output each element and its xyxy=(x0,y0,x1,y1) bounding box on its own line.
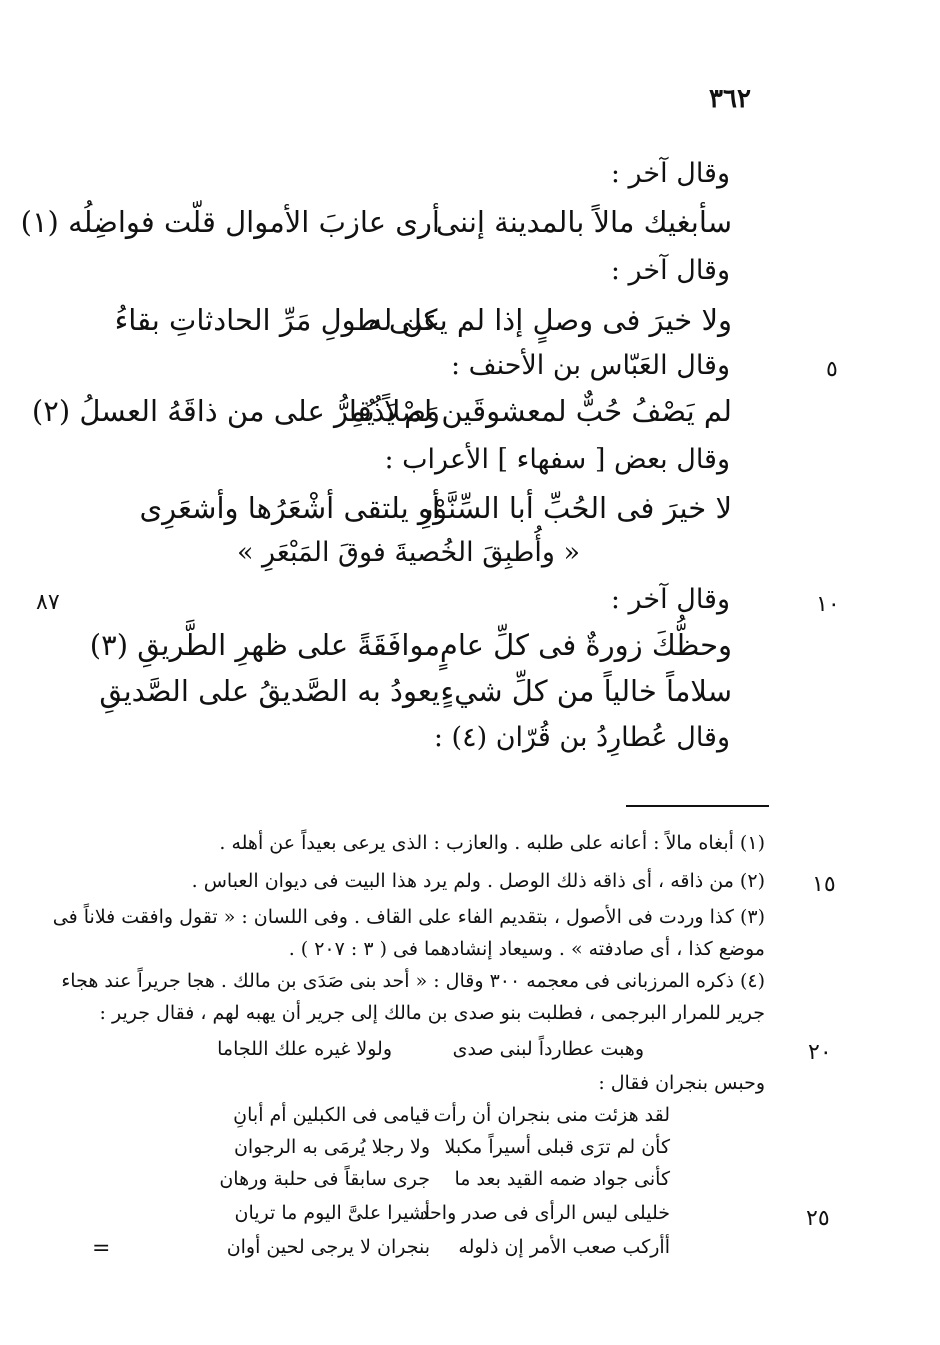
footnote-verse-left: ولا رجلا يُرمَى به الرجوان xyxy=(233,1136,430,1158)
verse-hemistich-left: أرى عازبَ الأموال قلّت فواضِلُه (١) xyxy=(20,205,440,239)
footnote-divider xyxy=(626,805,769,807)
verse-hemistich-left: وَصْلاً يُمِرُّ على من ذاقَهُ العسلُ (٢) xyxy=(31,394,440,428)
verse-hemistich-right: ولا خيرَ فى وصلٍ إذا لم يكن له xyxy=(367,303,732,337)
original-page-number: ٨٧ xyxy=(36,590,60,615)
footnote-verse-right: وهبت عطارداً لبنى صدى xyxy=(452,1038,644,1060)
verse-hemistich-right: سأبغيك مالاً بالمدينة إننى xyxy=(435,205,732,239)
intro-line: وقال آخر : xyxy=(610,584,730,615)
verse-hemistich-left: موافَقَةً على ظهرِ الطَّريقِ (٣) xyxy=(89,628,440,662)
verse-hemistich-left: يعودُ به الصَّديقُ على الصَّديقِ xyxy=(99,674,440,708)
margin-line-number: ٢٥ xyxy=(806,1206,830,1231)
page-number: ٣٦٢ xyxy=(709,84,751,114)
footnote-continued: وحبس بنجران فقال : xyxy=(598,1072,765,1094)
footnote: (٢) من ذاقه ، أى ذاقه ذلك الوصل . ولم يرد هذا البيت فى ديوان العباس . xyxy=(191,870,765,892)
verse-hemistich-right: لا خيرَ فى الحُبِّ أبا السِّنَّوْرِ xyxy=(419,491,732,525)
footnote-verse-right: لقد هزئت منى بنجران أن رأت xyxy=(433,1104,670,1126)
intro-line: وقال آخر : xyxy=(610,158,730,189)
verse-hemistich-left: على طولِ مَرِّ الحادثاتِ بقاءُ xyxy=(114,303,440,337)
footnote: (٣) كذا وردت فى الأصول ، بتقديم الفاء على القاف . وفى اللسان : « تقول وافقت فلاناً فى xyxy=(52,906,765,928)
footnote: (٤) ذكره المرزبانى فى معجمه ٣٠٠ وقال : « أحد بنى صَدَى بن مالك . هجا جريراً عند هجاء xyxy=(61,970,765,992)
intro-line: وقال بعض [ سفهاء ] الأعراب : xyxy=(384,444,730,475)
footnote-continued: جرير للمرار البرجمى ، فطلبت بنو صدى بن مالك إلى جرير أن يهبه لهم ، فقال جرير : xyxy=(99,1002,765,1024)
margin-line-number: ٥ xyxy=(826,357,838,382)
footnote-verse-left: جرى سابقاً فى حلبة ورهان xyxy=(219,1168,430,1190)
intro-line: وقال عُطارِدُ بن قُرّان (٤) : xyxy=(433,722,730,753)
verse-hemistich-right: لم يَصْفُ حُبٌّ لمعشوقَين لم يَذُقا xyxy=(348,394,732,428)
margin-line-number: ١٥ xyxy=(812,872,836,897)
margin-line-number: ٢٠ xyxy=(808,1040,832,1065)
footnote-verse-right: خليلى ليس الرأى فى صدر واحد xyxy=(420,1202,670,1224)
intro-line: وقال آخر : xyxy=(610,255,730,286)
footnote-continued: موضع كذا ، أى صادفته » . وسيعاد إنشادهما فى ( ٣ : ٢٠٧ ) . xyxy=(288,938,765,960)
footnote: (١) أبغاه مالاً : أعانه على طلبه . والعازب : الذى يرعى بعيداً عن أهله . xyxy=(219,832,765,854)
footnote-verse-left: قيامى فى الكبلين أم أبانِ xyxy=(233,1104,430,1126)
verse-hemistich-left: أو يلتقى أشْعَرُها وأشعَرِى xyxy=(139,491,440,525)
intro-line: وقال العَبّاس بن الأحنف : xyxy=(450,350,730,381)
verse-hemistich-right: سلاماً خالياً من كلِّ شيءٍ xyxy=(440,674,732,708)
footnote-verse-left: بنجران لا يرجى لحين أوان xyxy=(226,1236,430,1258)
footnote-verse-right: كأنى جواد ضمه القيد بعد ما xyxy=(454,1168,670,1190)
footnote-verse-left: أشيرا علىَّ اليوم ما تريان xyxy=(234,1202,430,1224)
verse-hemistich-right: وحظُّكَ زورةٌ فى كلِّ عامٍ xyxy=(439,628,732,662)
continuation-mark: = xyxy=(92,1236,111,1261)
verse-single-line: « وأُطبِقَ الخُصيةَ فوقَ المَبْعَرِ » xyxy=(236,537,580,568)
margin-line-number: ١٠ xyxy=(816,592,840,617)
footnote-verse-right: أأركب صعب الأمر إن ذلوله xyxy=(458,1236,670,1258)
footnote-verse-left: ولولا غيره علك اللجاما xyxy=(217,1038,392,1060)
footnote-verse-right: كأن لم ترَى قبلى أسيراً مكبلا xyxy=(444,1136,670,1158)
